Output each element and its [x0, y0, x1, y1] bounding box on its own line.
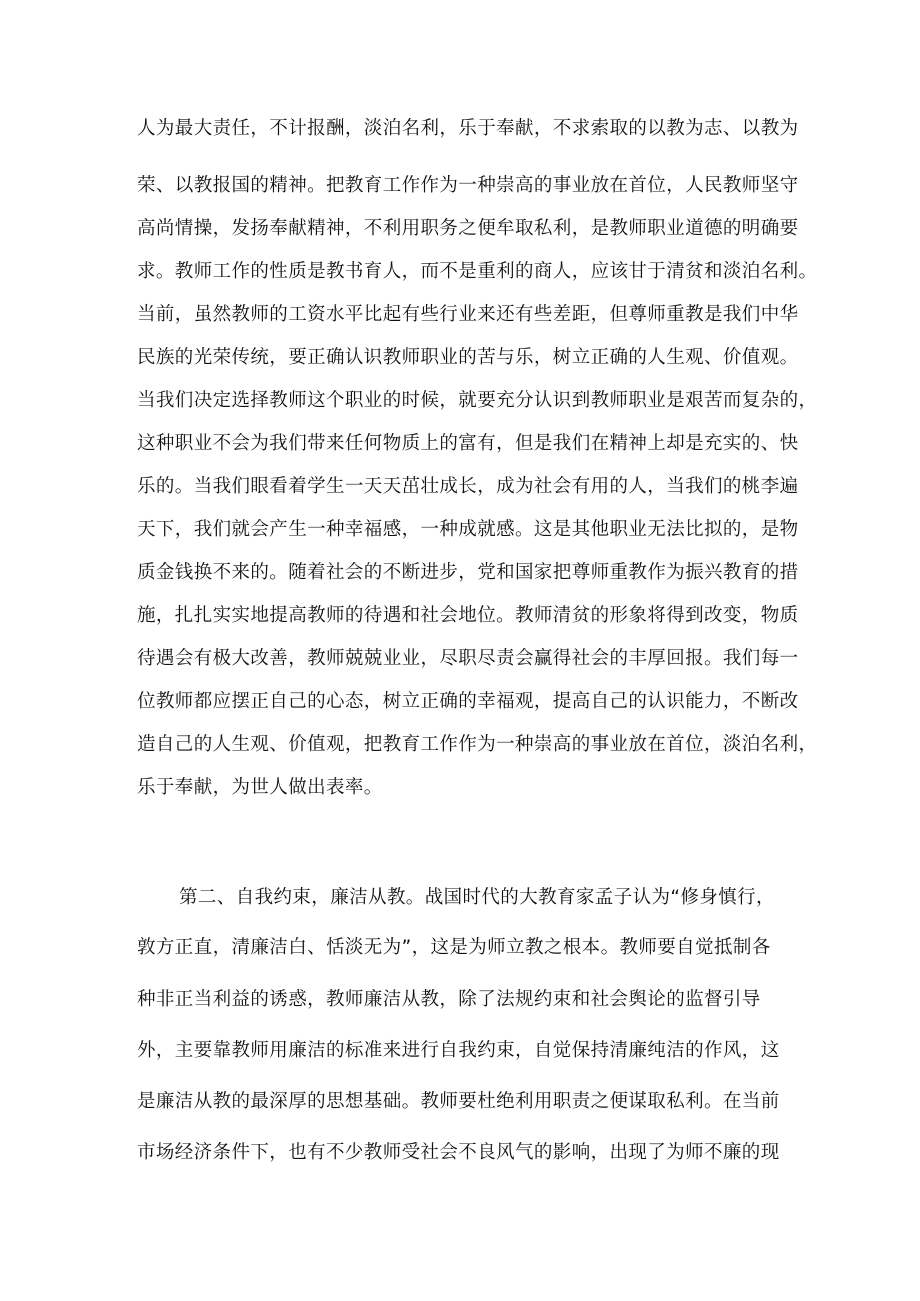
- paragraph-1-line: 荣、以教报国的精神。把教育工作作为一种崇高的事业放在首位，人民教师坚守: [137, 175, 799, 196]
- paragraph-2-line: 第二、自我约束，廉洁从教。战国时代的大教育家孟子认为“修身慎行，: [179, 887, 775, 908]
- paragraph-1-line: 当我们决定选择教师这个职业的时候，就要充分认识到教师职业是艰苦而复杂的，: [137, 390, 818, 411]
- paragraph-1-line: 高尚情操，发扬奉献精神，不利用职务之便牟取私利，是教师职业道德的明确要: [137, 218, 799, 239]
- paragraph-1-line: 人为最大责任，不计报酬，淡泊名利，乐于奉献，不求索取的以教为志、以教为: [137, 118, 799, 139]
- paragraph-1-line: 这种职业不会为我们带来任何物质上的富有，但是我们在精神上却是充实的、快: [137, 433, 799, 454]
- paragraph-2-line: 外，主要靠教师用廉洁的标准来进行自我约束，自觉保持清廉纯洁的作风，这: [137, 1040, 780, 1061]
- paragraph-1-line: 民族的光荣传统，要正确认识教师职业的苦与乐，树立正确的人生观、价值观。: [137, 347, 799, 368]
- paragraph-2-line: 市场经济条件下，也有不少教师受社会不良风气的影响，出现了为师不廉的现: [137, 1142, 780, 1163]
- paragraph-1-line: 位教师都应摆正自己的心态，树立正确的幸福观，提高自己的认识能力，不断改: [137, 691, 799, 712]
- paragraph-1-line: 乐的。当我们眼看着学生一天天茁壮成长，成为社会有用的人，当我们的桃李遍: [137, 476, 799, 497]
- paragraph-1-line: 乐于奉献，为世人做出表率。: [137, 777, 383, 798]
- paragraph-2-line: 是廉洁从教的最深厚的思想基础。教师要杜绝利用职责之便谋取私利。在当前: [137, 1091, 780, 1112]
- paragraph-1-line: 待遇会有极大改善，教师兢兢业业，尽职尽责会赢得社会的丰厚回报。我们每一: [137, 648, 799, 669]
- paragraph-2-line: 种非正当利益的诱惑，教师廉洁从教，除了法规约束和社会舆论的监督引导: [137, 989, 761, 1010]
- paragraph-1-line: 求。教师工作的性质是教书育人，而不是重利的商人，应该甘于清贫和淡泊名利。: [137, 261, 818, 282]
- paragraph-1-line: 天下，我们就会产生一种幸福感，一种成就感。这是其他职业无法比拟的，是物: [137, 519, 799, 540]
- paragraph-1-line: 当前，虽然教师的工资水平比起有些行业来还有些差距，但尊师重教是我们中华: [137, 304, 799, 325]
- paragraph-1-line: 造自己的人生观、价值观，把教育工作作为一种崇高的事业放在首位，淡泊名利，: [137, 734, 818, 755]
- paragraph-1-line: 施，扎扎实实地提高教师的待遇和社会地位。教师清贫的形象将得到改变，物质: [137, 605, 799, 626]
- paragraph-1-line: 质金钱换不来的。随着社会的不断进步，党和国家把尊师重教作为振兴教育的措: [137, 562, 799, 583]
- paragraph-2-line: 敦方正直，清廉洁白、恬淡无为”，这是为师立教之根本。教师要自觉抵制各: [137, 937, 771, 958]
